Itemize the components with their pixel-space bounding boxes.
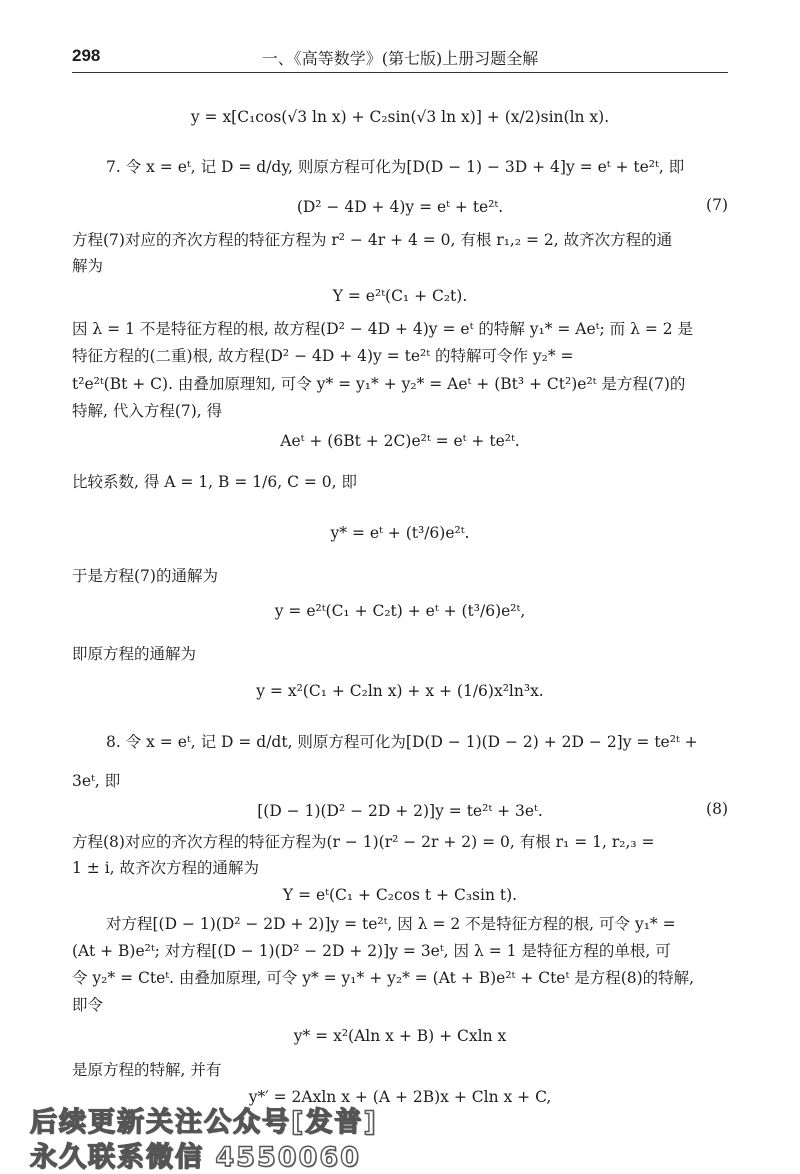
text-line: 7. 令 x = eᵗ, 记 D = d/dy, 则原方程可化为[D(D − 1) − 3D + 4]y = eᵗ + te²ᵗ, 即 <box>106 158 685 176</box>
text-line: 1 ± i, 故齐次方程的通解为 <box>72 859 260 877</box>
equation-line: [(D − 1)(D² − 2D + 2)]y = te²ᵗ + 3eᵗ. <box>257 802 543 820</box>
text-line: 特解, 代入方程(7), 得 <box>72 402 223 420</box>
text-line: 令 y₂* = Cteᵗ. 由叠加原理, 可令 y* = y₁* + y₂* = (At + B)e²ᵗ + Cteᵗ 是方程(8)的特解, <box>72 969 695 987</box>
equation-line: y = x[C₁cos(√3 ln x) + C₂sin(√3 ln x)] + (x/2)sin(ln x). <box>190 108 610 126</box>
text-line: 对方程[(D − 1)(D² − 2D + 2)]y = te²ᵗ, 因 λ = 2 不是特征方程的根, 可令 y₁* = <box>106 915 676 933</box>
header-rule <box>72 72 728 73</box>
text-line: 方程(7)对应的齐次方程的特征方程为 r² − 4r + 4 = 0, 有根 r₁,₂ = 2, 故齐次方程的通 <box>72 231 673 249</box>
text-line: (At + B)e²ᵗ; 对方程[(D − 1)(D² − 2D + 2)]y = 3eᵗ, 因 λ = 1 是特征方程的单根, 可 <box>72 942 671 960</box>
equation-line: Y = eᵗ(C₁ + C₂cos t + C₃sin t). <box>282 886 518 904</box>
equation-line: Aeᵗ + (6Bt + 2C)e²ᵗ = eᵗ + te²ᵗ. <box>280 432 520 450</box>
running-header <box>72 46 728 74</box>
equation-line: Y = e²ᵗ(C₁ + C₂t). <box>332 287 468 305</box>
equation-line: y = e²ᵗ(C₁ + C₂t) + eᵗ + (t³/6)e²ᵗ, <box>274 602 526 620</box>
text-line: 因 λ = 1 不是特征方程的根, 故方程(D² − 4D + 4)y = eᵗ 的特解 y₁* = Aeᵗ; 而 λ = 2 是 <box>72 320 694 338</box>
equation-line: y* = x²(Aln x + B) + Cxln x <box>293 1027 507 1045</box>
equation-line: y* = eᵗ + (t³/6)e²ᵗ. <box>330 524 470 542</box>
equation-number: (8) <box>706 800 728 818</box>
text-line: 即原方程的通解为 <box>72 645 197 663</box>
equation-number: (7) <box>706 196 728 214</box>
text-line: 特征方程的(二重)根, 故方程(D² − 4D + 4)y = te²ᵗ 的特解可令作 y₂* = <box>72 347 574 365</box>
text-line: 即令 <box>72 996 104 1014</box>
book-title: 一、《高等数学》(第七版)上册习题全解 <box>261 49 539 68</box>
watermark-line-2: 永久联系微信 4550060 <box>30 1142 361 1173</box>
page-number: 298 <box>72 46 101 65</box>
text-line: t²e²ᵗ(Bt + C). 由叠加原理知, 可令 y* = y₁* + y₂* = Aeᵗ + (Bt³ + Ct²)e²ᵗ 是方程(7)的 <box>72 375 686 393</box>
text-line: 是原方程的特解, 并有 <box>72 1061 222 1079</box>
text-line: 解为 <box>72 257 104 275</box>
watermark-line-1: 后续更新关注公众号[发普] <box>30 1107 378 1138</box>
text-line: 比较系数, 得 A = 1, B = 1/6, C = 0, 即 <box>72 473 357 491</box>
equation-line: y = x²(C₁ + C₂ln x) + x + (1/6)x²ln³x. <box>256 682 544 700</box>
text-line: 方程(8)对应的齐次方程的特征方程为(r − 1)(r² − 2r + 2) = 0, 有根 r₁ = 1, r₂,₃ = <box>72 833 655 851</box>
text-line: 8. 令 x = eᵗ, 记 D = d/dt, 则原方程可化为[D(D − 1)(D − 2) + 2D − 2]y = te²ᵗ + <box>106 733 698 751</box>
equation-line: y*′ = 2Axln x + (A + 2B)x + Cln x + C, <box>248 1088 552 1106</box>
text-line: 于是方程(7)的通解为 <box>72 567 218 585</box>
equation-line: (D² − 4D + 4)y = eᵗ + te²ᵗ. <box>296 198 504 216</box>
text-line: 3eᵗ, 即 <box>72 772 121 790</box>
